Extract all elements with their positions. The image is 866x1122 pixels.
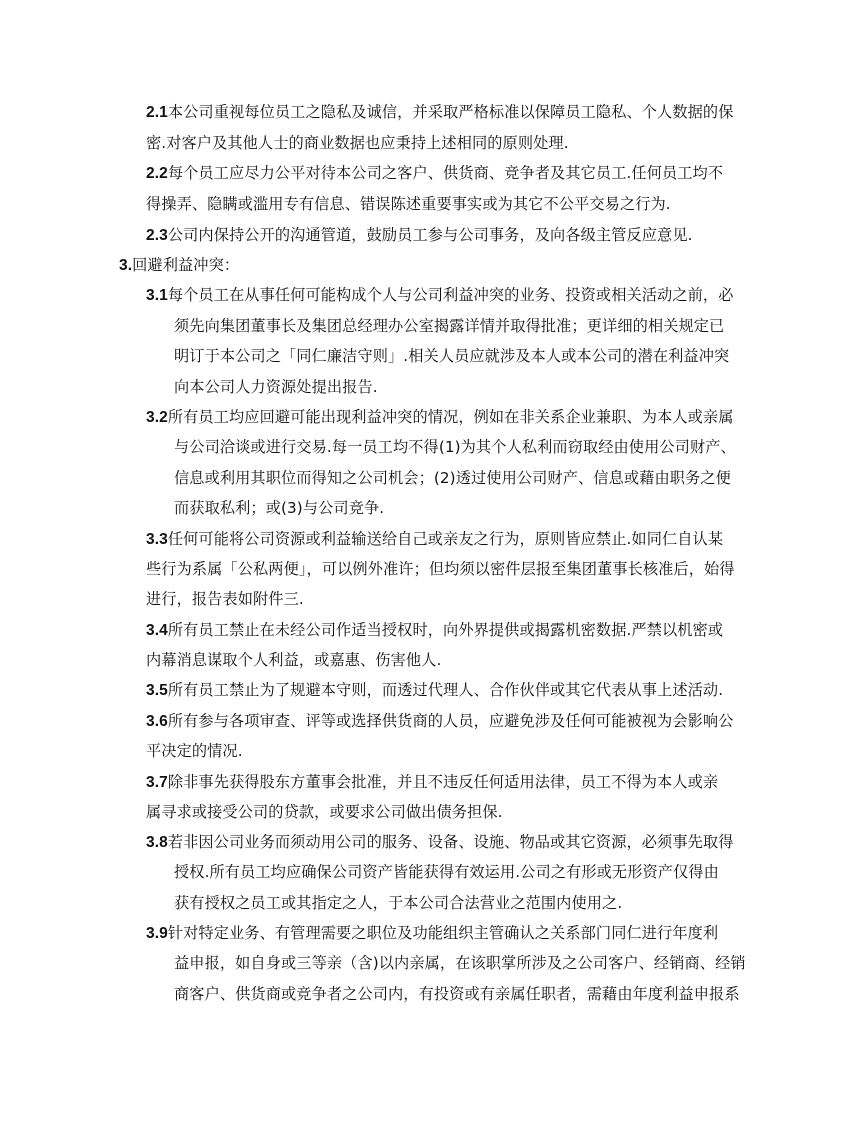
section-number: 3. xyxy=(119,257,133,274)
paragraph-3-1-line-1: 3.1每个员工在从事任何可能构成个人与公司利益冲突的业务、投资或相关活动之前，必 xyxy=(146,286,734,304)
paragraph-3-8-line-1: 3.8若非因公司业务而须动用公司的服务、设备、设施、物品或其它资源，必须事先取得 xyxy=(146,833,734,851)
paragraph-3-8-line-3: 获有授权之员工或其指定之人，于本公司合法营业之范围内使用之. xyxy=(174,894,623,912)
paragraph-3-9-line-2: 益申报，如自身或三等亲（含)以内亲属，在该职掌所涉及之公司客户、经销商、经销 xyxy=(174,954,746,972)
clause-number: 3.6 xyxy=(146,713,168,730)
paragraph-3-2-line-3: 信息或利用其职位而得知之公司机会；(2)透过使用公司财产、信息或藉由职务之便 xyxy=(174,469,731,487)
clause-number: 2.1 xyxy=(146,104,168,121)
clause-number: 2.3 xyxy=(146,227,168,244)
paragraph-3-2-line-1: 3.2所有员工均应回避可能出现利益冲突的情况，例如在非关系企业兼职、为本人或亲属 xyxy=(146,408,734,426)
paragraph-3-8-line-2: 授权.所有员工均应确保公司资产皆能获得有效运用.公司之有形或无形资产仅得由 xyxy=(174,863,719,881)
paragraph-3-2-line-4: 而获取私利；或(3)与公司竞争. xyxy=(174,499,385,517)
clause-number: 3.5 xyxy=(146,682,168,699)
clause-number: 3.1 xyxy=(146,287,168,304)
paragraph-2-3-line-1: 2.3公司内保持公开的沟通管道，鼓励员工参与公司事务，及向各级主管反应意见. xyxy=(146,226,693,244)
paragraph-3-1-line-3: 明订于本公司之「同仁廉洁守则」.相关人员应就涉及本人或本公司的潜在利益冲突 xyxy=(174,347,730,365)
paragraph-3-3-line-1: 3.3任何可能将公司资源或利益输送给自己或亲友之行为，原则皆应禁止.如同仁自认某 xyxy=(146,530,724,548)
clause-number: 3.3 xyxy=(146,531,168,548)
paragraph-3-6-line-2: 平决定的情况. xyxy=(146,742,243,760)
clause-number: 3.8 xyxy=(146,834,168,851)
clause-number: 3.7 xyxy=(146,774,168,791)
paragraph-3-1-line-4: 向本公司人力资源处提出报告. xyxy=(174,378,378,396)
paragraph-3-7-line-2: 属寻求或接受公司的贷款，或要求公司做出债务担保. xyxy=(146,803,503,821)
paragraph-3-5-line-1: 3.5所有员工禁止为了规避本守则，而透过代理人、合作伙伴或其它代表从事上述活动. xyxy=(146,681,724,699)
clause-number: 3.9 xyxy=(146,925,168,942)
paragraph-3-9-line-3: 商客户、供货商或竞争者之公司内，有投资或有亲属任职者，需藉由年度利益申报系 xyxy=(174,985,740,1003)
paragraph-3-3-line-3: 进行，报告表如附件三. xyxy=(146,590,304,608)
paragraph-3-9-line-1: 3.9针对特定业务、有管理需要之职位及功能组织主管确认之关系部门同仁进行年度利 xyxy=(146,924,719,942)
clause-number: 2.2 xyxy=(146,165,168,182)
paragraph-3-7-line-1: 3.7除非事先获得股东方董事会批准，并且不违反任何适用法律，员工不得为本人或亲 xyxy=(146,773,719,791)
paragraph-2-1-line-1: 2.1本公司重视每位员工之隐私及诚信，并采取严格标准以保障员工隐私、个人数据的保 xyxy=(146,103,734,121)
paragraph-2-1-line-2: 密.对客户及其他人士的商业数据也应秉持上述相同的原则处理. xyxy=(146,134,569,152)
paragraph-2-2-line-2: 得操弄、隐瞒或滥用专有信息、错误陈述重要事实或为其它不公平交易之行为. xyxy=(146,195,671,213)
clause-number: 3.2 xyxy=(146,409,168,426)
paragraph-3-6-line-1: 3.6所有参与各项审查、评等或选择供货商的人员，应避免涉及任何可能被视为会影响公 xyxy=(146,712,734,730)
clause-number: 3.4 xyxy=(146,622,168,639)
paragraph-3-3-line-2: 些行为系属「公私两便」，可以例外准许；但均须以密件层报至集团董事长核准后，始得 xyxy=(146,560,735,578)
paragraph-3-4-line-2: 内幕消息谋取个人利益，或嘉惠、伤害他人. xyxy=(146,651,442,669)
paragraph-3-1-line-2: 须先向集团董事长及集团总经理办公室揭露详情并取得批准；更详细的相关规定已 xyxy=(174,317,725,335)
paragraph-3-4-line-1: 3.4所有员工禁止在未经公司作适当授权时，向外界提供或揭露机密数据.严禁以机密或 xyxy=(146,621,724,639)
section-3-heading: 3.回避利益冲突： xyxy=(119,256,240,274)
paragraph-2-2-line-1: 2.2每个员工应尽力公平对待本公司之客户、供货商、竞争者及其它员工.任何员工均不 xyxy=(146,164,724,182)
paragraph-3-2-line-2: 与公司洽谈或进行交易.每一员工均不得(1)为其个人私利而窃取经由使用公司财产、 xyxy=(174,438,736,456)
